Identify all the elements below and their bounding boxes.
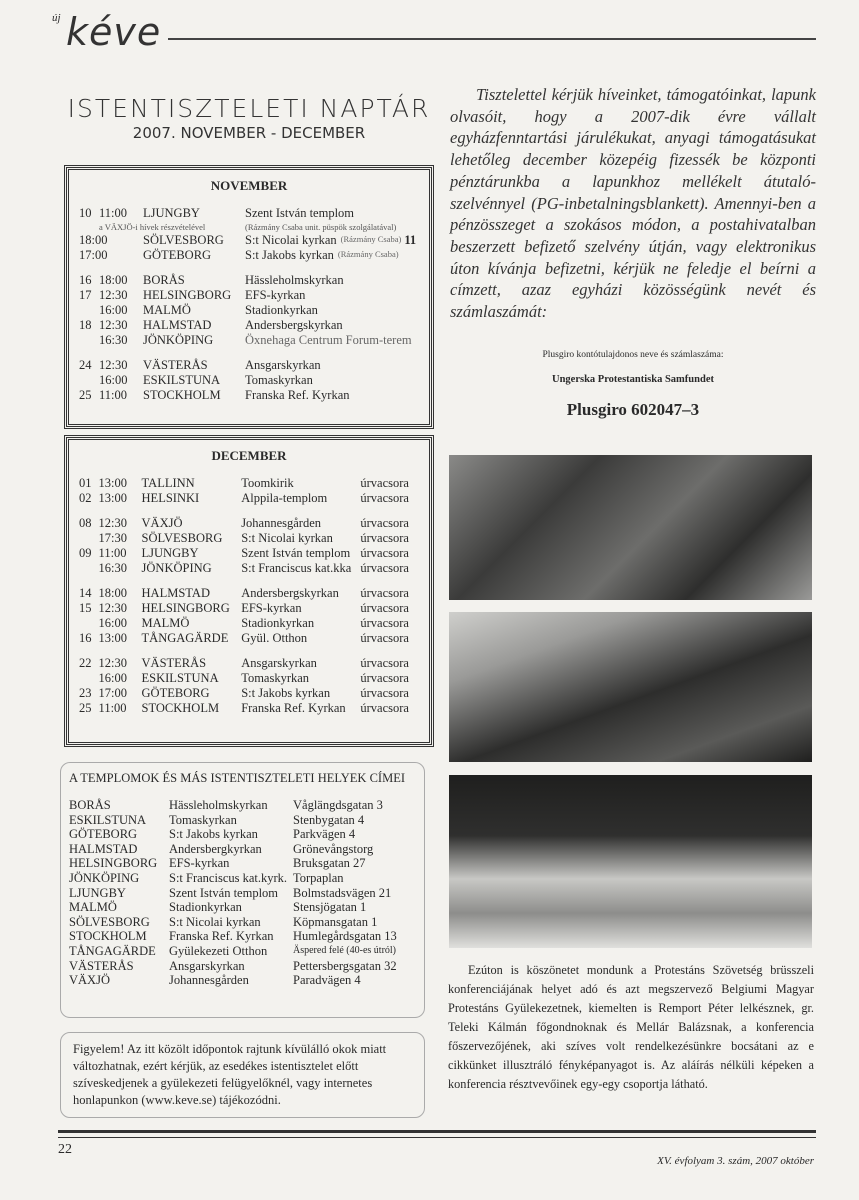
church: Tomaskyrkan	[245, 373, 313, 387]
church: S:t Franciscus kat.kka	[241, 561, 352, 575]
day: 09	[79, 546, 92, 560]
time: 16:00	[99, 373, 128, 387]
schedule-row	[79, 671, 419, 686]
city: HALMSTAD	[141, 586, 210, 600]
street: Bolmstadsvägen 21	[293, 885, 392, 900]
time: 18:00	[79, 233, 108, 247]
church: Stadionkyrkan	[241, 616, 315, 630]
time: 12:30	[99, 358, 128, 372]
street: Köpmansgatan 1	[293, 914, 378, 929]
day: 24	[79, 358, 92, 372]
church: Alppila-templom	[241, 491, 328, 505]
note: (Rázmány Csaba)	[337, 249, 399, 259]
address-row	[69, 886, 416, 901]
communion-note: úrvacsora	[360, 631, 409, 645]
church: Öxnehaga Centrum Forum-terem	[245, 333, 412, 347]
church: Szent István templom	[241, 546, 351, 560]
city: JÖNKÖPING	[69, 870, 140, 885]
group-gap	[79, 576, 419, 586]
december-schedule	[66, 437, 432, 745]
issue-info: XV. évfolyam 3. szám, 2007 október	[657, 1155, 814, 1167]
day: 17	[79, 288, 92, 302]
church: Szent István templom	[245, 206, 355, 220]
church: Tomaskyrkan	[241, 671, 310, 685]
day: 23	[79, 686, 92, 700]
city: TÅNGAGÄRDE	[69, 943, 156, 958]
church: EFS-kyrkan	[245, 288, 306, 302]
church: Gyül. Otthon	[241, 631, 308, 645]
day: 25	[79, 701, 92, 715]
day: 15	[79, 601, 92, 615]
church: Franska Ref. Kyrkan	[245, 388, 350, 402]
time: 17:00	[79, 248, 108, 262]
church: EFS-kyrkan	[241, 601, 302, 615]
communion-note: úrvacsora	[360, 601, 409, 615]
day: 08	[79, 516, 92, 530]
logo-text: kéve	[66, 10, 162, 54]
church: Tomaskyrkan	[169, 812, 237, 827]
church: S:t Franciscus kat.kyrk.	[169, 870, 288, 885]
church: Johannesgården	[241, 516, 322, 530]
city: STOCKHOLM	[143, 388, 221, 402]
communion-note: úrvacsora	[360, 671, 409, 685]
communion-note: úrvacsora	[360, 701, 409, 715]
time: 11:00	[98, 701, 127, 715]
schedule-row	[79, 616, 419, 631]
communion-note: úrvacsora	[360, 586, 409, 600]
city: HALMSTAD	[143, 318, 212, 332]
communion-note: úrvacsora	[360, 686, 409, 700]
footer-rule	[58, 1130, 816, 1138]
time: 11:00	[99, 388, 128, 402]
time: 13:00	[98, 631, 128, 645]
city: TÅNGAGÄRDE	[141, 631, 229, 645]
day: 01	[79, 476, 92, 490]
note: (Rázmány Csaba)	[340, 234, 402, 244]
city: GÖTEBORG	[141, 686, 210, 700]
plusgiro-account-name: Ungerska Protestantiska Samfundet	[552, 374, 714, 385]
church: Stadionkyrkan	[169, 900, 242, 915]
group-gap	[79, 506, 419, 516]
day	[79, 561, 99, 576]
church: Andersbergskyrkan	[241, 586, 339, 600]
street: Äspered felé (40-es útról)	[293, 944, 397, 956]
address-row	[69, 798, 416, 813]
plusgiro-number: Plusgiro 602047–3	[566, 400, 700, 419]
header-rule	[168, 38, 816, 40]
city: HELSINGBORG	[69, 856, 158, 871]
conference-photo-1	[449, 455, 812, 600]
schedule-row	[79, 333, 419, 348]
november-heading: NOVEMBER	[210, 178, 288, 193]
address-row	[69, 871, 416, 886]
time: 17:30	[98, 531, 128, 545]
street: Våglängdsgatan 3	[293, 798, 383, 812]
church: Andersbergkyrkan	[169, 841, 262, 856]
time: 12:30	[99, 288, 128, 302]
schedule-row	[79, 303, 419, 318]
address-row	[69, 856, 416, 871]
address-row	[69, 900, 416, 915]
time: 16:30	[99, 333, 128, 347]
church: Johannesgården	[169, 973, 249, 988]
city: HELSINKI	[141, 491, 200, 505]
day	[79, 531, 99, 546]
street: Paradvägen 4	[293, 973, 361, 988]
church: S:t Nicolai kyrkan	[245, 233, 337, 247]
city: JÖNKÖPING	[143, 333, 214, 347]
city: SÖLVESBORG	[69, 914, 150, 929]
schedule-row	[79, 476, 419, 491]
day	[79, 373, 99, 388]
day: 16	[79, 273, 92, 287]
city: MALMÖ	[69, 900, 117, 915]
time: 12:30	[99, 318, 128, 332]
november-schedule	[66, 167, 432, 427]
day: 16	[79, 631, 92, 645]
communion-note: úrvacsora	[360, 476, 409, 490]
day	[79, 671, 99, 686]
city: MALMÖ	[143, 303, 191, 317]
street: Humlegårdsgatan 13	[293, 929, 397, 944]
city: GÖTEBORG	[143, 248, 212, 262]
time: 18:00	[98, 586, 128, 600]
schedule-row	[79, 288, 419, 303]
addresses-box	[60, 762, 425, 1018]
plusgiro-label: Plusgiro kontótulajdonos neve és számlaszáma:	[542, 350, 724, 360]
day	[79, 616, 99, 631]
communion-note: úrvacsora	[360, 531, 409, 545]
city: ESKILSTUNA	[143, 373, 221, 387]
city: ESKILSTUNA	[69, 812, 147, 827]
addresses-list	[69, 798, 416, 988]
city: LJUNGBY	[141, 546, 199, 560]
address-row	[69, 973, 416, 988]
day: 02	[79, 491, 92, 505]
day: 10	[79, 206, 92, 220]
city: STOCKHOLM	[141, 701, 220, 715]
schedule-row	[79, 516, 419, 531]
page-title: ISTENTISZTELETI NAPTÁR	[67, 94, 431, 123]
church: Ansgarskyrkan	[169, 958, 245, 973]
city: TALLINN	[141, 476, 195, 490]
address-row	[69, 929, 416, 944]
street: Parkvägen 4	[293, 827, 356, 842]
city: BORÅS	[69, 798, 111, 812]
day: 14	[79, 586, 92, 600]
group-gap	[79, 646, 419, 656]
donation-appeal: Tisztelettel kérjük híveinket, támogatóinkat, lapunk olvasóit, hogy a 2007-dik évre vállalt egyházfenntartási járulékukat, anyagi támogatásukat lehetőleg december közepéig fizessék be központi pénztárunkba a lapunkhoz mellékelt átutaló-szelvénnyel (PG-inbetalningsblankett). Amennyi-ben a pénzösszeget a szokásos módon, a postahivatalban beszerzett befizető szelvény útján, vagy elektronikus úton kívánja befizetni, kérjük ne feledje el beírni a címzett, azaz egyházi közösségünk nevét és számlaszámát:	[450, 85, 816, 322]
address-row	[69, 827, 416, 842]
time: 18:00	[99, 273, 128, 287]
city: SÖLVESBORG	[143, 233, 224, 247]
subnote-left: a VÄXJÖ-i hívek részvételével	[99, 222, 206, 232]
day: 25	[79, 388, 92, 402]
december-heading: DECEMBER	[211, 448, 287, 463]
street: Stensjögatan 1	[293, 900, 367, 915]
schedule-row	[79, 561, 419, 576]
time: 16:00	[99, 303, 128, 317]
day: 18	[79, 318, 92, 332]
city: VÄXJÖ	[141, 516, 183, 530]
time: 12:30	[98, 601, 128, 615]
communion-note: úrvacsora	[360, 546, 409, 560]
schedule-row	[79, 546, 419, 561]
address-row	[69, 842, 416, 857]
schedule-subnote	[79, 221, 419, 233]
church: Gyülekezeti Otthon	[169, 943, 268, 958]
street: Pettersbergsgatan 32	[293, 958, 397, 973]
schedule-row	[79, 273, 419, 288]
church: S:t Jakobs kyrkan	[245, 248, 334, 262]
church: Toomkirik	[241, 476, 294, 490]
city: SÖLVESBORG	[141, 531, 223, 545]
time: 12:30	[98, 656, 128, 670]
day	[79, 333, 99, 348]
street: Bruksgatan 27	[293, 856, 366, 871]
schedule-row	[79, 601, 419, 616]
city: ESKILSTUNA	[141, 671, 219, 685]
schedule-row	[79, 248, 419, 263]
time: 13:00	[98, 476, 128, 490]
city: VÄSTERÅS	[143, 358, 208, 372]
addresses-heading: A TEMPLOMOK ÉS MÁS ISTENTISZTELETI HELYEK CÍMEI	[69, 771, 405, 785]
church: S:t Jakobs kyrkan	[241, 686, 331, 700]
street: Stenbygatan 4	[293, 812, 365, 827]
schedule-row	[79, 233, 419, 248]
church: EFS-kyrkan	[169, 856, 230, 871]
time: 16:00	[98, 671, 128, 685]
city: HELSINGBORG	[141, 601, 230, 615]
city: JÖNKÖPING	[141, 561, 212, 575]
page-number: 22	[58, 1142, 72, 1157]
address-row	[69, 813, 416, 828]
time: 13:00	[98, 491, 128, 505]
city: HELSINGBORG	[143, 288, 232, 302]
conference-photo-3	[449, 775, 812, 948]
note-tail: 11	[404, 233, 417, 247]
schedule-row	[79, 358, 419, 373]
church: Hässleholmskyrkan	[169, 798, 268, 812]
church: Ansgarskyrkan	[241, 656, 317, 670]
city: VÄSTERÅS	[141, 656, 207, 670]
church: Hässleholmskyrkan	[245, 273, 344, 287]
church: Andersbergskyrkan	[245, 318, 343, 332]
church: Franska Ref. Kyrkan	[241, 701, 346, 715]
communion-note: úrvacsora	[360, 561, 409, 575]
church: S:t Jakobs kyrkan	[169, 827, 258, 842]
communion-note: úrvacsora	[360, 516, 409, 530]
communion-note: úrvacsora	[360, 616, 409, 630]
church: S:t Nicolai kyrkan	[169, 914, 261, 929]
schedule-row	[79, 206, 419, 221]
city: BORÅS	[143, 273, 185, 287]
city: STOCKHOLM	[69, 929, 147, 944]
city: LJUNGBY	[143, 206, 200, 220]
schedule-row	[79, 631, 419, 646]
city: HALMSTAD	[69, 841, 138, 856]
photo-caption: Ezúton is köszönetet mondunk a Protestáns Szövetség brüsszeli konferenciájának helyet adó és azt megszervező Belgiumi Magyar Protestáns Gyülekezetnek, kiemelten is Remport Péter lelkésznek, gr. Teleki Kálmán főgondnoknak és Mellár Balázsnak, a konferencia főszervezőjének, aki szíves volt rendelkezésünkre bocsátani az e cikkünket illusztráló fényképanyagot is. Az aláírás nélküli képeken a konferencia résztvevőinek egy-egy csoportja látható.	[448, 963, 814, 1091]
church: Ansgarskyrkan	[245, 358, 321, 372]
church: S:t Nicolai kyrkan	[241, 531, 333, 545]
schedule-row	[79, 701, 419, 716]
city: VÄSTERÅS	[69, 958, 134, 973]
page-subtitle: 2007. NOVEMBER - DECEMBER	[132, 124, 366, 142]
schedule-row	[79, 586, 419, 601]
november-groups	[79, 263, 419, 403]
street: Grönevångstorg	[293, 841, 374, 856]
december-groups	[79, 476, 419, 716]
schedule-row	[79, 318, 419, 333]
conference-photo-2	[449, 612, 812, 762]
schedule-row	[79, 491, 419, 506]
city: LJUNGBY	[69, 885, 126, 900]
church: Stadionkyrkan	[245, 303, 318, 317]
day	[79, 303, 99, 318]
time: 17:00	[98, 686, 128, 700]
communion-note: úrvacsora	[360, 656, 409, 670]
address-row	[69, 915, 416, 930]
church: Szent István templom	[169, 885, 279, 900]
communion-note: úrvacsora	[360, 491, 409, 505]
schedule-row	[79, 656, 419, 671]
city: GÖTEBORG	[69, 827, 138, 842]
schedule-row	[79, 388, 419, 403]
address-row	[69, 959, 416, 974]
street: Torpaplan	[293, 870, 344, 885]
day: 22	[79, 656, 92, 670]
notice-box: Figyelem! Az itt közölt időpontok rajtunk kívülálló okok miatt változhatnak, ezért kérjük, az esedékes istentisztelet előtt szíveskedjenek a gyülekezeti felügyelőknél, vagy internetes honlapunkon (www.keve.se) tájékozódni.	[60, 1032, 425, 1118]
city: VÄXJÖ	[69, 973, 110, 988]
time: 12:30	[98, 516, 128, 530]
address-row	[69, 944, 416, 959]
group-gap	[79, 348, 419, 358]
schedule-row	[79, 373, 419, 388]
city: MALMÖ	[141, 616, 190, 630]
church: Franska Ref. Kyrkan	[169, 929, 274, 944]
time: 16:30	[98, 561, 128, 575]
time: 11:00	[99, 206, 128, 220]
group-gap	[79, 263, 419, 273]
schedule-row	[79, 686, 419, 701]
time: 11:00	[98, 546, 127, 560]
schedule-row	[79, 531, 419, 546]
logo-small: új	[52, 12, 61, 24]
subnote-right: (Rázmány Csaba unit. püspök szolgálatával)	[245, 222, 397, 232]
time: 16:00	[98, 616, 128, 630]
